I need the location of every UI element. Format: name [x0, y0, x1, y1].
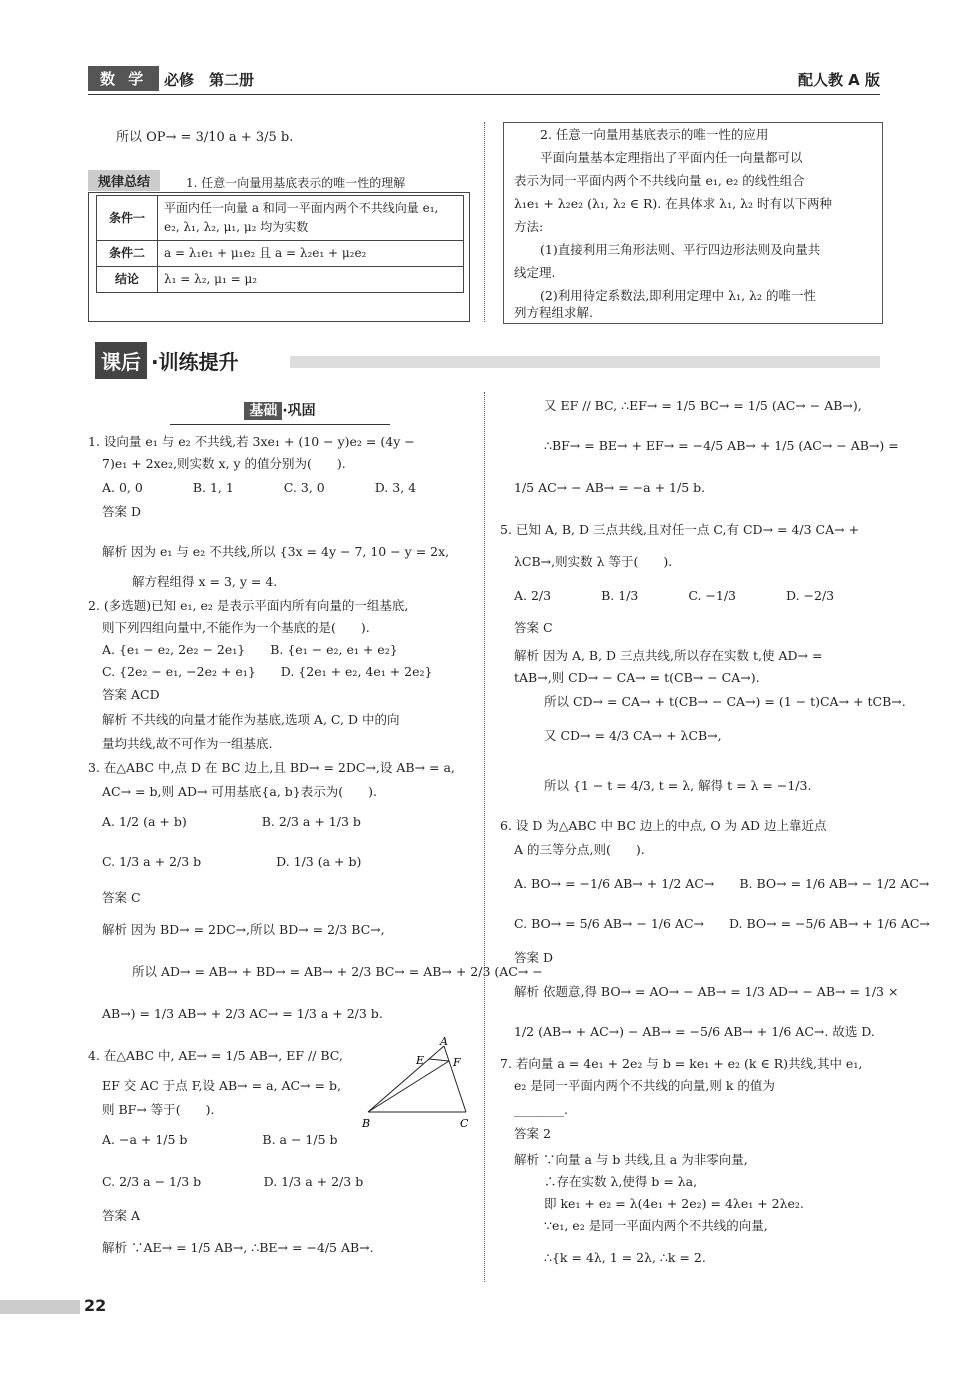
table-row	[97, 196, 464, 241]
rule-title: 1. 任意一向量用基底表示的唯一性的理解	[186, 176, 406, 190]
q5-explain: 所以 {1 − t = 4/3, t = λ, 解得 t = λ = −1/3.	[544, 778, 812, 793]
page-header	[88, 64, 880, 95]
method-box	[503, 122, 883, 324]
q3-explain: 所以 AD→ = AB→ + BD→ = AB→ + 2/3 BC→ = AB→ + 2/3 (AC→ −	[132, 964, 543, 979]
q6-answer: 答案 D	[514, 950, 553, 965]
q5-explain: tAB→,则 CD→ − CA→ = t(CB→ − CA→).	[514, 670, 760, 685]
q5-explain: 所以 CD→ = CA→ + t(CB→ − CA→) = (1 − t)CA→ + tCB→.	[544, 694, 906, 709]
label-f: F	[453, 1056, 461, 1069]
section-heading	[95, 342, 239, 379]
q4-continue: 又 EF // BC, ∴EF→ = 1/5 BC→ = 1/5 (AC→ − AB→),	[544, 398, 862, 413]
q5-line: λCB→,则实数 λ 等于( ).	[514, 554, 673, 569]
sub-heading	[170, 400, 390, 425]
q7-blank: ________.	[514, 1102, 568, 1117]
table-row	[97, 241, 464, 267]
q3-line: AC→ = b,则 AD→ 可用基底{a, b}表示为( ).	[102, 784, 377, 799]
rule-key: 结论	[97, 267, 158, 293]
label-e: E	[416, 1054, 425, 1067]
q7-line: 7. 若向量 a = 4e₁ + 2e₂ 与 b = ke₁ + e₂ (k ∈ R)共线,其中 e₁,	[500, 1056, 863, 1071]
section-subtitle: ·训练提升	[151, 350, 239, 374]
divider	[484, 122, 485, 322]
section-title: 课后	[95, 342, 147, 379]
q1-options: A. 0, 0 B. 1, 1 C. 3, 0 D. 3, 4	[102, 480, 417, 495]
q1-answer: 答案 D	[102, 504, 141, 519]
op-line: 所以 OP→ = 3/10 a + 3/5 b.	[116, 130, 294, 145]
section-bar	[290, 356, 880, 368]
q3-explain: AB→) = 1/3 AB→ + 2/3 AC→ = 1/3 a + 2/3 b.	[102, 1006, 383, 1021]
q4-explain: 解析 ∵AE→ = 1/5 AB→, ∴BE→ = −4/5 AB→.	[102, 1240, 374, 1255]
q3-options: C. 1/3 a + 2/3 b D. 1/3 (a + b)	[102, 854, 362, 869]
q6-explain: 1/2 (AB→ + AC→) − AB→ = −5/6 AB→ + 1/6 AC→. 故选 D.	[514, 1024, 875, 1039]
q5-answer: 答案 C	[514, 620, 553, 635]
q2-options: A. {e₁ − e₂, 2e₂ − 2e₁} B. {e₁ − e₂, e₁ + e₂}	[102, 642, 398, 657]
q3-line: 3. 在△ABC 中,点 D 在 BC 边上,且 BD→ = 2DC→,设 AB→ = a,	[88, 760, 455, 775]
q7-explain: 即 ke₁ + e₂ = λ(4e₁ + 2e₂) = 4λe₁ + 2λe₂.	[544, 1196, 804, 1211]
edition-label: 配人教 A 版	[797, 71, 880, 89]
book-title: 必修 第二册	[164, 71, 255, 89]
rule-key: 条件一	[97, 196, 158, 241]
q5-options: A. 2/3 B. 1/3 C. −1/3 D. −2/3	[514, 588, 835, 603]
q4-line: 则 BF→ 等于( ).	[102, 1102, 215, 1117]
rule-value: a = λ₁e₁ + μ₁e₂ 且 a = λ₂e₁ + μ₂e₂	[158, 241, 464, 267]
label-a: A	[440, 1036, 448, 1048]
q7-explain: ∴存在实数 λ,使得 b = λa,	[544, 1174, 698, 1189]
q1-explain: 解方程组得 x = 3, y = 4.	[132, 574, 278, 589]
q4-line: EF 交 AC 于点 F,设 AB→ = a, AC→ = b,	[102, 1078, 341, 1093]
q4-continue: ∴BF→ = BE→ + EF→ = −4/5 AB→ + 1/5 (AC→ − AB→) =	[544, 438, 899, 453]
q4-options: C. 2/3 a − 1/3 b D. 1/3 a + 2/3 b	[102, 1174, 364, 1189]
q6-line: A 的三等分点,则( ).	[514, 842, 645, 857]
method-line: 平面向量基本定理指出了平面内任一向量都可以	[540, 150, 803, 165]
page-bar	[0, 1300, 80, 1314]
method-line: λ₁e₁ + λ₂e₂ (λ₁, λ₂ ∈ R). 在具体求 λ₁, λ₂ 时有以下两种	[514, 196, 832, 211]
q2-line: 则下列四组向量中,不能作为一个基底的是( ).	[102, 620, 370, 635]
q2-line: 2. (多选题)已知 e₁, e₂ 是表示平面内所有向量的一组基底,	[88, 598, 409, 613]
rule-value: 平面内任一向量 a 和同一平面内两个不共线向量 e₁, e₂, λ₁, λ₂, μ₁, μ₂ 均为实数	[158, 196, 464, 241]
q4-line: 4. 在△ABC 中, AE→ = 1/5 AB→, EF // BC,	[88, 1048, 343, 1063]
page-number: 22	[84, 1296, 107, 1315]
q2-explain: 解析 不共线的向量才能作为基底,选项 A, C, D 中的向	[102, 712, 400, 727]
q6-line: 6. 设 D 为△ABC 中 BC 边上的中点, O 为 AD 边上靠近点	[500, 818, 827, 833]
subject-label: 数 学	[88, 66, 159, 91]
q2-answer: 答案 ACD	[102, 687, 160, 702]
q1-line: 7)e₁ + 2xe₂,则实数 x, y 的值分别为( ).	[102, 456, 346, 471]
q7-explain: ∵e₁, e₂ 是同一平面内两个不共线的向量,	[544, 1218, 768, 1233]
q1-explain: 解析 因为 e₁ 与 e₂ 不共线,所以 {3x = 4y − 7, 10 − y = 2x,	[102, 544, 450, 559]
rule-value: λ₁ = λ₂, μ₁ = μ₂	[158, 267, 464, 293]
q4-answer: 答案 A	[102, 1208, 141, 1223]
q3-explain: 解析 因为 BD→ = 2DC→,所以 BD→ = 2/3 BC→,	[102, 922, 385, 937]
q6-explain: 解析 依题意,得 BO→ = AO→ − AB→ = 1/3 AD→ − AB→ = 1/3 ×	[514, 984, 899, 999]
sub-heading-text: ·巩固	[282, 403, 316, 419]
method-line: 方法:	[514, 219, 544, 234]
q6-options: A. BO→ = −1/6 AB→ + 1/2 AC→ B. BO→ = 1/6 AB→ − 1/2 AC→	[514, 876, 930, 891]
q4-options: A. −a + 1/5 b B. a − 1/5 b	[102, 1132, 338, 1147]
label-c: C	[460, 1117, 469, 1130]
column-divider	[484, 392, 485, 1282]
q7-explain: 解析 ∵向量 a 与 b 共线,且 a 为非零向量,	[514, 1152, 748, 1167]
q5-explain: 解析 因为 A, B, D 三点共线,所以存在实数 t,使 AD→ =	[514, 648, 823, 663]
q6-options: C. BO→ = 5/6 AB→ − 1/6 AC→ D. BO→ = −5/6 AB→ + 1/6 AC→	[514, 916, 930, 931]
rule-tag: 规律总结	[88, 170, 160, 191]
rule-table	[96, 195, 464, 293]
q5-explain: 又 CD→ = 4/3 CA→ + λCB→,	[544, 728, 722, 743]
table-row	[97, 267, 464, 293]
method-line: (2)利用待定系数法,即利用定理中 λ₁, λ₂ 的唯一性	[540, 288, 816, 303]
q3-answer: 答案 C	[102, 890, 141, 905]
triangle-figure	[358, 1036, 476, 1132]
q7-answer: 答案 2	[514, 1126, 551, 1141]
method-line: 列方程组求解.	[514, 305, 593, 320]
method-line: (1)直接利用三角形法则、平行四边形法则及向量共	[540, 242, 821, 257]
q2-explain: 量均共线,故不可作为一组基底.	[102, 736, 273, 751]
q1-line: 1. 设向量 e₁ 与 e₂ 不共线,若 3xe₁ + (10 − y)e₂ = (4y −	[88, 434, 415, 449]
method-line: 表示为同一平面内两个不共线向量 e₁, e₂ 的线性组合	[514, 173, 805, 188]
method-line: 线定理.	[514, 265, 556, 280]
q7-line: e₂ 是同一平面内两个不共线的向量,则 k 的值为	[514, 1078, 775, 1093]
q2-options: C. {2e₂ − e₁, −2e₂ + e₁} D. {2e₁ + e₂, 4e₁ + 2e₂}	[102, 664, 433, 679]
q7-explain: ∴{k = 4λ, 1 = 2λ, ∴k = 2.	[544, 1250, 706, 1265]
sub-heading-tag: 基础	[244, 402, 282, 420]
q4-continue: 1/5 AC→ − AB→ = −a + 1/5 b.	[514, 480, 706, 495]
rule-key: 条件二	[97, 241, 158, 267]
q5-line: 5. 已知 A, B, D 三点共线,且对任一点 C,有 CD→ = 4/3 CA→ +	[500, 522, 860, 537]
method-line: 2. 任意一向量用基底表示的唯一性的应用	[540, 127, 769, 142]
q3-options: A. 1/2 (a + b) B. 2/3 a + 1/3 b	[102, 814, 361, 829]
label-b: B	[362, 1117, 371, 1130]
